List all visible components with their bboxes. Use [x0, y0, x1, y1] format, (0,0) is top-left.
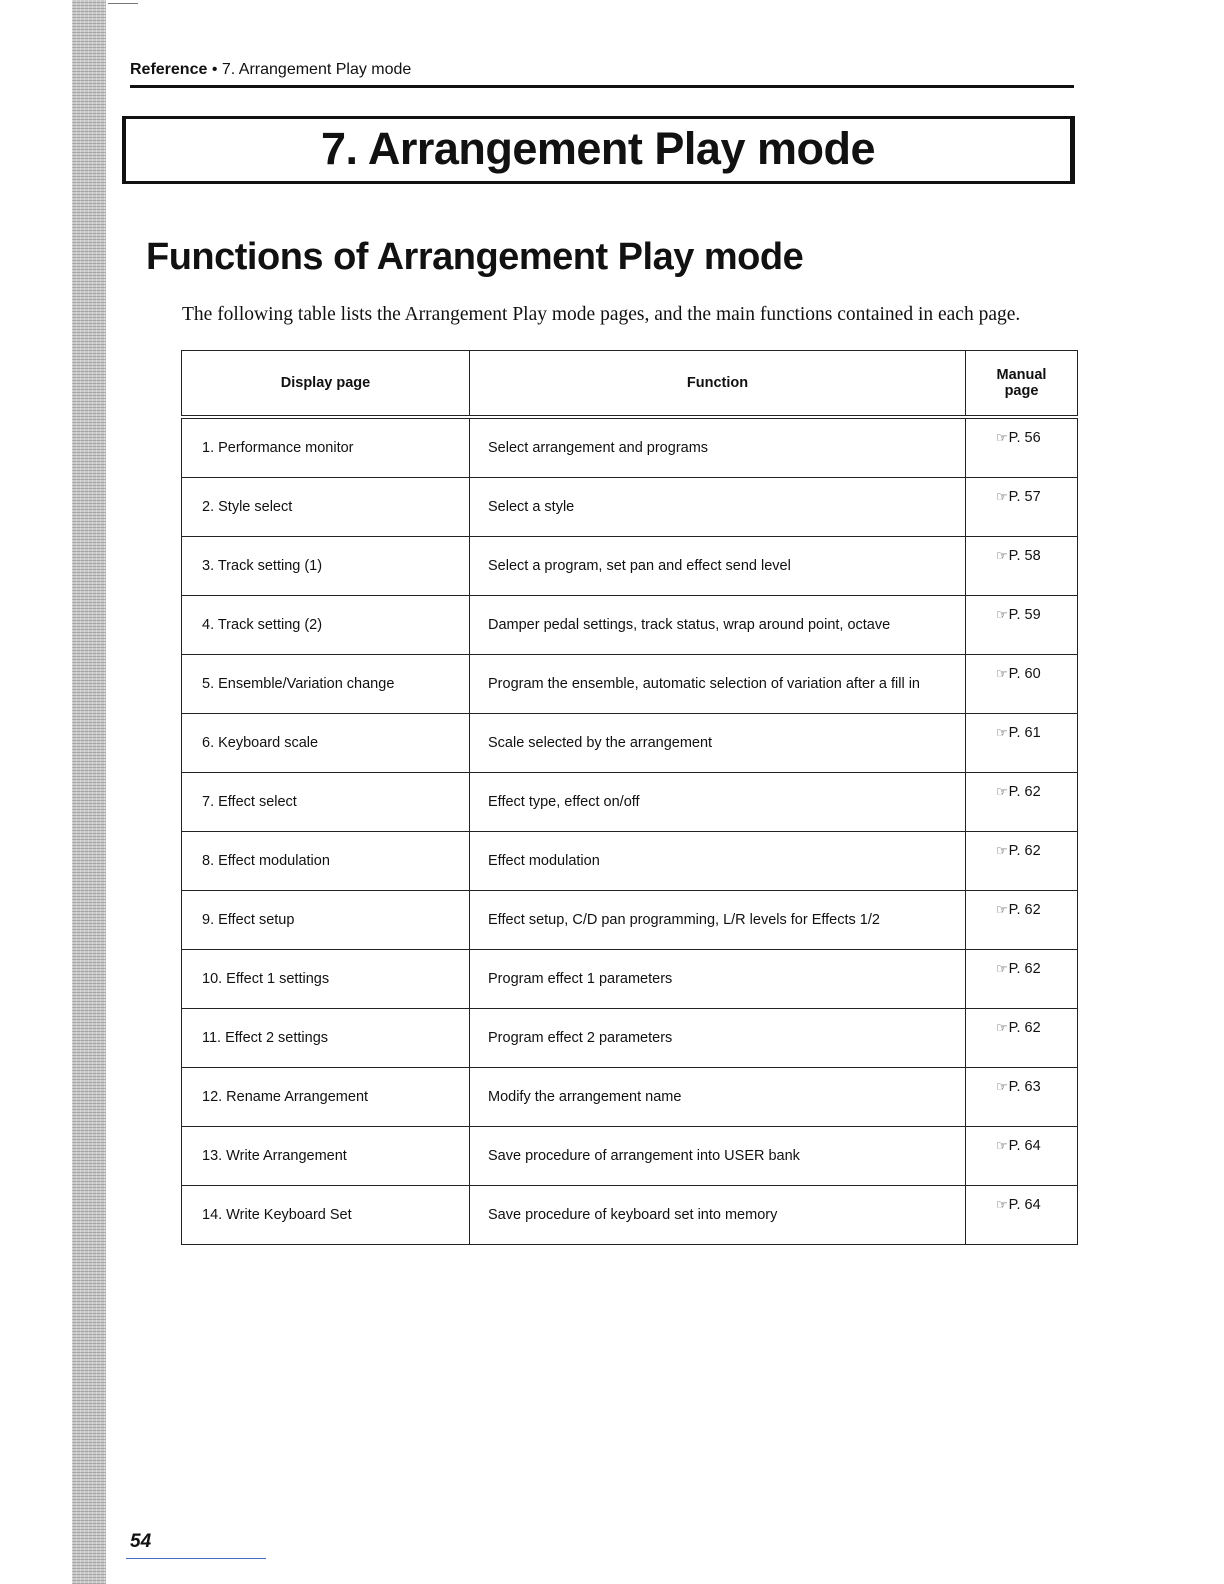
table-row	[182, 596, 1078, 655]
manual-page-ref: P. 62	[1008, 902, 1041, 918]
manual-page-ref: P. 57	[1008, 489, 1041, 505]
running-header	[130, 61, 411, 79]
table-row	[182, 478, 1078, 537]
function-cell: Damper pedal settings, track status, wrap around point, octave	[470, 596, 966, 655]
display-page-cell: 9. Effect setup	[182, 891, 470, 950]
column-header-display-page: Display page	[182, 351, 470, 418]
function-cell: Select a program, set pan and effect send level	[470, 537, 966, 596]
function-cell: Save procedure of arrangement into USER bank	[470, 1127, 966, 1186]
table-body	[182, 417, 1078, 1245]
manual-page-ref: P. 63	[1008, 1079, 1041, 1095]
manual-page-cell	[966, 655, 1078, 714]
pointing-hand-icon: ☞	[996, 607, 1008, 622]
table-row	[182, 1009, 1078, 1068]
pointing-hand-icon: ☞	[996, 489, 1008, 504]
function-cell: Modify the arrangement name	[470, 1068, 966, 1127]
manual-page-cell	[966, 1186, 1078, 1245]
display-page-cell: 5. Ensemble/Variation change	[182, 655, 470, 714]
manual-page-ref: P. 59	[1008, 607, 1041, 623]
display-page-cell: 4. Track setting (2)	[182, 596, 470, 655]
scan-mark	[108, 3, 138, 4]
function-cell: Program the ensemble, automatic selection of variation after a fill in	[470, 655, 966, 714]
function-cell: Effect setup, C/D pan programming, L/R levels for Effects 1/2	[470, 891, 966, 950]
manual-page-ref: P. 64	[1008, 1197, 1041, 1213]
pointing-hand-icon: ☞	[996, 784, 1008, 799]
table-row	[182, 950, 1078, 1009]
manual-page-cell	[966, 950, 1078, 1009]
display-page-cell: 7. Effect select	[182, 773, 470, 832]
table-row	[182, 773, 1078, 832]
header-rule	[130, 85, 1074, 88]
manual-page-ref: P. 62	[1008, 961, 1041, 977]
function-cell: Effect type, effect on/off	[470, 773, 966, 832]
table-row	[182, 537, 1078, 596]
manual-page-cell	[966, 1127, 1078, 1186]
manual-page-cell	[966, 773, 1078, 832]
manual-page-cell	[966, 596, 1078, 655]
display-page-cell: 10. Effect 1 settings	[182, 950, 470, 1009]
intro-text: The following table lists the Arrangement Play mode pages, and the main functions contained in each page.	[182, 304, 1021, 325]
table-row	[182, 417, 1078, 478]
manual-page-cell	[966, 537, 1078, 596]
manual-page-ref: P. 62	[1008, 843, 1041, 859]
function-cell: Scale selected by the arrangement	[470, 714, 966, 773]
table-row	[182, 1127, 1078, 1186]
functions-table	[181, 350, 1078, 1245]
column-header-function: Function	[470, 351, 966, 418]
table-header-row	[182, 351, 1078, 418]
pointing-hand-icon: ☞	[996, 430, 1008, 445]
display-page-cell: 8. Effect modulation	[182, 832, 470, 891]
chapter-title: 7. Arrangement Play mode	[320, 123, 875, 174]
pointing-hand-icon: ☞	[996, 961, 1008, 976]
manual-page-cell	[966, 832, 1078, 891]
manual-page-cell	[966, 891, 1078, 950]
display-page-cell: 2. Style select	[182, 478, 470, 537]
manual-page-cell	[966, 1009, 1078, 1068]
table-row	[182, 832, 1078, 891]
table-row	[182, 1186, 1078, 1245]
column-header-manual-page: Manual page	[966, 351, 1078, 418]
function-cell: Select a style	[470, 478, 966, 537]
page-number: 54	[130, 1531, 152, 1552]
manual-page-ref: P. 64	[1008, 1138, 1041, 1154]
function-cell: Save procedure of keyboard set into memory	[470, 1186, 966, 1245]
table-row	[182, 655, 1078, 714]
manual-page-ref: P. 60	[1008, 666, 1041, 682]
scan-edge	[72, 0, 106, 1584]
function-cell: Effect modulation	[470, 832, 966, 891]
display-page-cell: 13. Write Arrangement	[182, 1127, 470, 1186]
pointing-hand-icon: ☞	[996, 725, 1008, 740]
section-title: Functions of Arrangement Play mode	[146, 236, 804, 278]
manual-page-ref: P. 62	[1008, 784, 1041, 800]
table-row	[182, 891, 1078, 950]
footer-rule	[126, 1558, 266, 1559]
header-bullet: •	[211, 61, 218, 78]
display-page-cell: 14. Write Keyboard Set	[182, 1186, 470, 1245]
pointing-hand-icon: ☞	[996, 1138, 1008, 1153]
manual-page-ref: P. 61	[1008, 725, 1041, 741]
manual-page-cell	[966, 417, 1078, 478]
header-chapter: 7. Arrangement Play mode	[221, 61, 412, 78]
display-page-cell: 6. Keyboard scale	[182, 714, 470, 773]
display-page-cell: 12. Rename Arrangement	[182, 1068, 470, 1127]
manual-page-cell	[966, 714, 1078, 773]
display-page-cell: 3. Track setting (1)	[182, 537, 470, 596]
function-cell: Program effect 1 parameters	[470, 950, 966, 1009]
pointing-hand-icon: ☞	[996, 1020, 1008, 1035]
display-page-cell: 1. Performance monitor	[182, 417, 470, 478]
table-row	[182, 714, 1078, 773]
pointing-hand-icon: ☞	[996, 1197, 1008, 1212]
pointing-hand-icon: ☞	[996, 843, 1008, 858]
manual-page-ref: P. 56	[1008, 430, 1041, 446]
table-row	[182, 1068, 1078, 1127]
manual-page-ref: P. 62	[1008, 1020, 1041, 1036]
manual-page-ref: P. 58	[1008, 548, 1041, 564]
chapter-title-box	[122, 116, 1075, 184]
manual-page-cell	[966, 478, 1078, 537]
header-section: Reference	[130, 61, 208, 78]
function-cell: Program effect 2 parameters	[470, 1009, 966, 1068]
manual-page-cell	[966, 1068, 1078, 1127]
pointing-hand-icon: ☞	[996, 1079, 1008, 1094]
display-page-cell: 11. Effect 2 settings	[182, 1009, 470, 1068]
function-cell: Select arrangement and programs	[470, 417, 966, 478]
pointing-hand-icon: ☞	[996, 902, 1008, 917]
pointing-hand-icon: ☞	[996, 666, 1008, 681]
pointing-hand-icon: ☞	[996, 548, 1008, 563]
